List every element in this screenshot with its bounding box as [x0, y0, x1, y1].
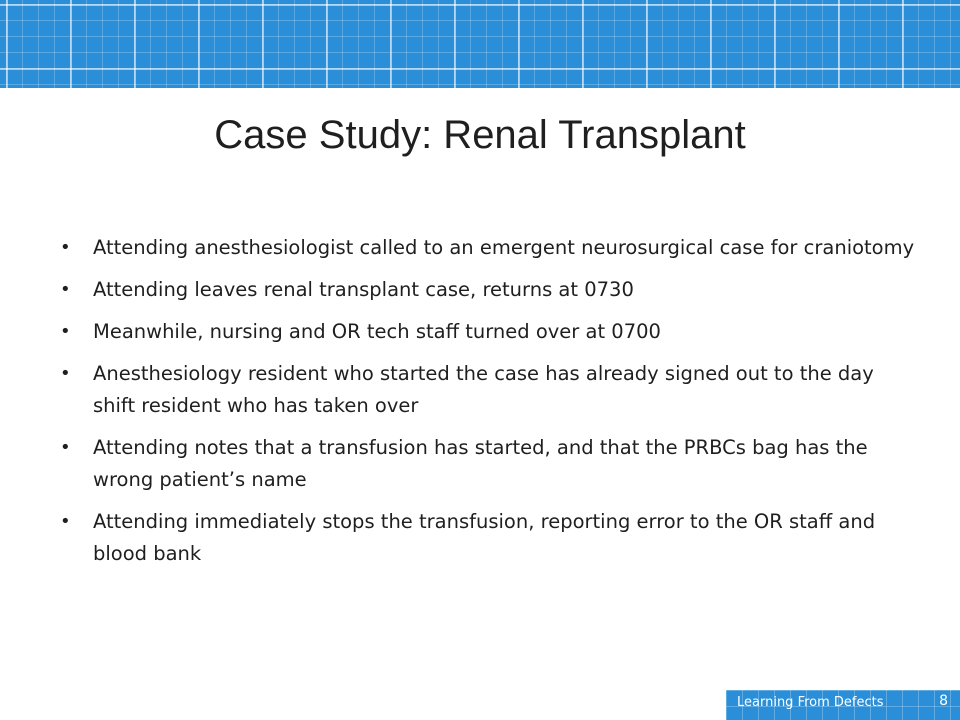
bullet-dot-icon: •	[60, 437, 71, 458]
bullet-text: Attending immediately stops the transfusion, reporting error to the OR staff and blood bank	[93, 510, 876, 565]
bullet-item	[60, 358, 920, 422]
top-grid-banner	[0, 0, 960, 88]
bullet-text: Attending anesthesiologist called to an emergent neurosurgical case for craniotomy	[93, 236, 915, 259]
slide-title: Case Study: Renal Transplant	[214, 113, 746, 157]
slide-number: 8	[939, 693, 948, 709]
bullet-dot-icon: •	[60, 321, 71, 342]
bullet-dot-icon: •	[60, 363, 71, 384]
bullet-text: Meanwhile, nursing and OR tech staff turned over at 0700	[93, 320, 661, 343]
bullet-list	[60, 232, 920, 580]
bullet-text: Anesthesiology resident who started the case has already signed out to the day shift resident who has taken over	[93, 362, 874, 417]
bullet-dot-icon: •	[60, 279, 71, 300]
bullet-text: Attending leaves renal transplant case, returns at 0730	[93, 278, 634, 301]
bullet-dot-icon: •	[60, 511, 71, 532]
bullet-item	[60, 506, 920, 570]
bullet-item	[60, 274, 920, 306]
bullet-item	[60, 232, 920, 264]
footer-label: Learning From Defects	[737, 695, 884, 710]
bullet-item	[60, 316, 920, 348]
bullet-dot-icon: •	[60, 237, 71, 258]
bullet-item	[60, 432, 920, 496]
bullet-text: Attending notes that a transfusion has started, and that the PRBCs bag has the wrong patient’s name	[93, 436, 868, 491]
